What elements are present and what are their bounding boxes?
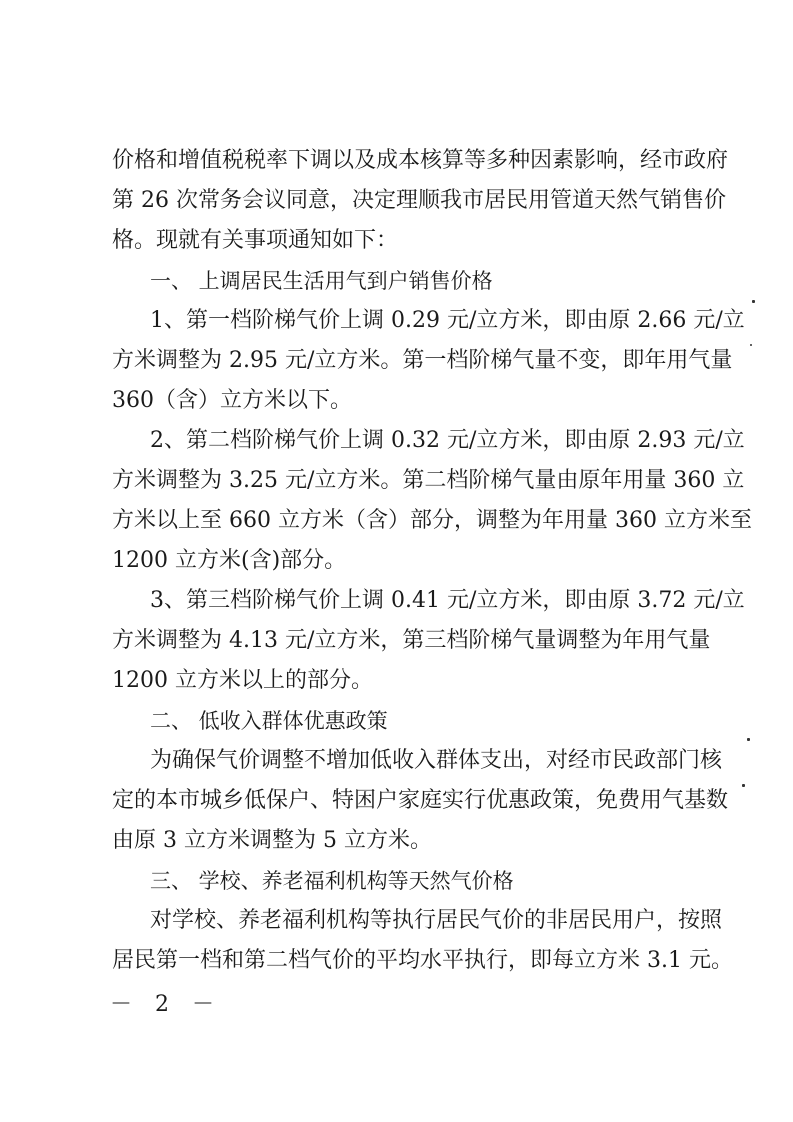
- section2-heading: 二、 低收入群体优惠政策: [150, 709, 388, 733]
- section1-item1-line-2: 方米调整为 2.95 元/立方米。第一档阶梯气量不变，即年用气量: [112, 348, 733, 373]
- section3-line-2: 居民第一档和第二档气价的平均水平执行，即每立方米 3.1 元。: [112, 948, 733, 973]
- section1-item2-line-2: 方米调整为 3.25 元/立方米。第二档阶梯气量由原年用量 360 立: [112, 468, 745, 493]
- intro-line-2: 第 26 次常务会议同意，决定理顺我市居民用管道天然气销售价: [112, 188, 726, 213]
- section1-item2-line-4: 1200 立方米(含)部分。: [112, 548, 347, 573]
- section1-item3-line-3: 1200 立方米以上的部分。: [112, 668, 373, 693]
- section1-heading: 一、 上调居民生活用气到户销售价格: [150, 269, 493, 293]
- section3-heading: 三、 学校、养老福利机构等天然气价格: [150, 869, 514, 893]
- section1-item3-line-2: 方米调整为 4.13 元/立方米，第三档阶梯气量调整为年用气量: [112, 628, 711, 653]
- section2-line-2: 定的本市城乡低保户、特困户家庭实行优惠政策，免费用气基数: [112, 788, 729, 813]
- page-number: － 2 －: [110, 992, 222, 1017]
- scan-speck: [750, 344, 752, 346]
- section1-item1-line-3: 360（含）立方米以下。: [112, 388, 352, 413]
- section2-line-1: 为确保气价调整不增加低收入群体支出，对经市民政部门核: [150, 748, 723, 773]
- intro-line-1: 价格和增值税税率下调以及成本核算等多种因素影响，经市政府: [112, 148, 729, 173]
- scan-speck: [747, 738, 750, 741]
- section1-item2-line-1: 2、第二档阶梯气价上调 0.32 元/立方米，即由原 2.93 元/立: [150, 428, 745, 453]
- intro-line-3: 格。现就有关事项通知如下：: [112, 228, 399, 253]
- scan-speck: [752, 300, 755, 303]
- section2-line-3: 由原 3 立方米调整为 5 立方米。: [112, 828, 432, 853]
- section1-item1-line-1: 1、第一档阶梯气价上调 0.29 元/立方米，即由原 2.66 元/立: [150, 308, 745, 333]
- section3-line-1: 对学校、养老福利机构等执行居民气价的非居民用户，按照: [150, 908, 723, 933]
- section1-item3-line-1: 3、第三档阶梯气价上调 0.41 元/立方米，即由原 3.72 元/立: [150, 588, 745, 613]
- section1-item2-line-3: 方米以上至 660 立方米（含）部分，调整为年用量 360 立方米至: [112, 508, 752, 533]
- scan-speck: [742, 784, 745, 787]
